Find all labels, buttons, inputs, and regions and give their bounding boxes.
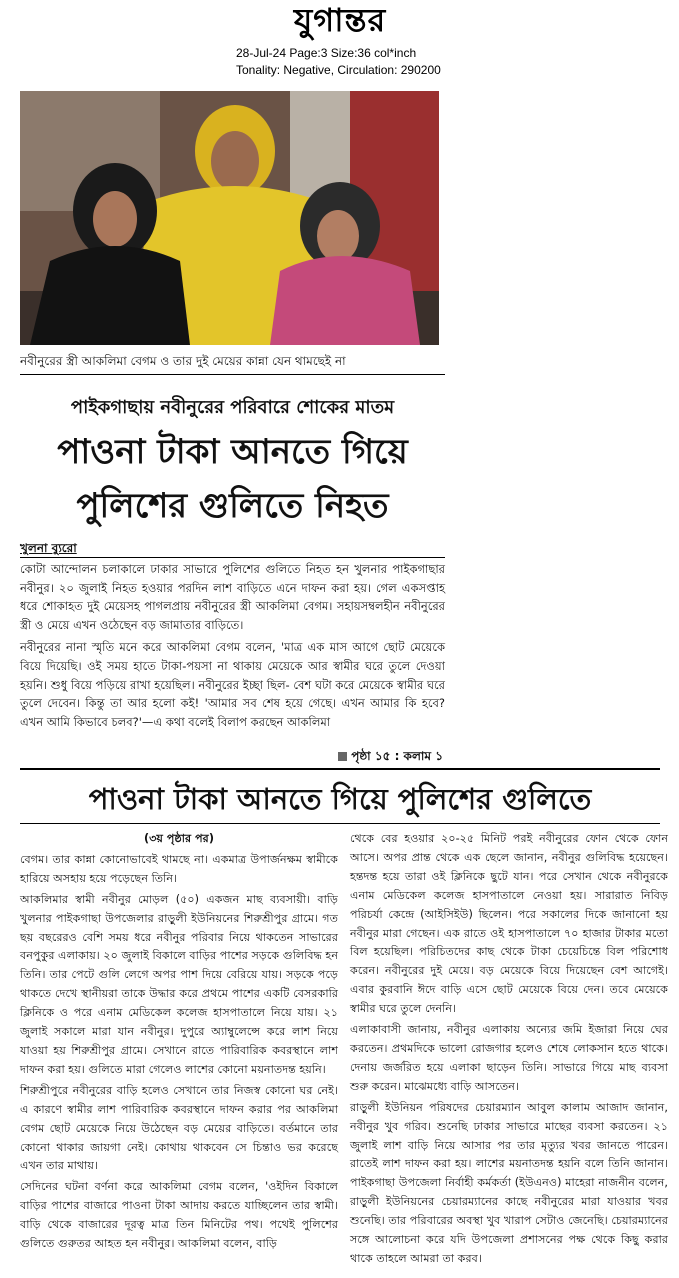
body-paragraph: শিরুশ্রীপুরে নবীনুরের বাড়ি হলেও সেখানে তার নিজস্ব কোনো ঘর নেই। এ কারণে স্বামীর লাশ পারিবারিক কবরস্থানে দাফন করার পর আকলিমা বেগম ছোট মেয়েকে নিয়ে উঠেছেন বড় মেয়ের বাড়িতে। বর্তমানে তার কোনো থাকার জায়গা নেই। কোথায় থাকবেন সে চিন্তাও ভর করেছে এখন তার মাথায়। bbox=[20, 1083, 338, 1173]
intro-paragraph: কোটা আন্দোলন চলাকালে ঢাকার সাভারে পুলিশের গুলিতে নিহত হন খুলনার পাইকগাছার নবীনুর। ২০ জুলাই নিহত হওয়ার পরদিন লাশ বাড়িতে এনে দাফন করা হয়। গেল একসপ্তাহ ধরে শোকাহত দুই মেয়েসহ পাগলপ্রায় নবীনুরের স্ত্রী আকলিমা বেগম। সহায়সম্বলহীন নবীনুরের স্ত্রী ও মেয়ে এখন ওঠেছেন বড় জামাতার বাড়িতে। bbox=[20, 562, 445, 632]
article-byline: খুলনা ব্যুরো bbox=[20, 541, 77, 555]
newspaper-logo: যুগান্তর bbox=[293, 1, 387, 39]
continued-from-label: (৩য় পৃষ্ঠার পর) bbox=[144, 832, 214, 845]
article-headline-line2: পুলিশের গুলিতে নিহত bbox=[76, 486, 389, 526]
body-paragraph: বেগম। তার কান্না কোনোভাবেই থামছে না। একমাত্র উপার্জনক্ষম স্বামীকে হারিয়ে অসহায় হয়ে পড়েছেন তিনি। bbox=[20, 852, 338, 885]
continuation-column-1 bbox=[20, 830, 338, 1256]
clipping-meta-tonality: Tonality: Negative, Circulation: 290200 bbox=[236, 63, 441, 77]
body-paragraph: থেকে বের হওয়ার ২০-২৫ মিনিট পরই নবীনুরের ফোন থেকে ফোন আসে। অপর প্রান্ত থেকে এক ছেলে জানান, নবীনুর গুলিবিদ্ধ হয়েছেন। হন্তদন্ত হয়ে তারা ওই ক্লিনিকে ছুটে যান। পরে সেখান থেকে নবীনুরকে এনাম মেডিকেল কলেজ হাসপাতালে নেওয়া হয়। সারারাত নিবিড় পরিচর্যা কেন্দ্রে (আইসিইউ) ছিলেন। পরে সকালের দিকে জানানো হয় নবীনুর মারা গেছেন। এক রাতে ওই হাসপাতালে ৭০ হাজার টাকার মতো বিল হয়েছিল। পরিচিতদের কাছ থেকে টাকা চেয়েচিন্তে বিল পরিশোধ করেন। নবীনুরের দুই মেয়ে। বড় মেয়েকে বিয়ে দিয়েছেন বেশ আগেই। এবার কুরবানি ঈদে বাড়ি এসে ছোট মেয়েকে বিয়ে দেন। তবে মেয়েকে স্বামীর ঘরে তুলে দেননি। bbox=[350, 832, 668, 1016]
jump-reference bbox=[338, 748, 443, 768]
masthead bbox=[0, 0, 679, 88]
caption-divider bbox=[20, 374, 445, 375]
news-photo bbox=[20, 91, 439, 345]
article-intro bbox=[20, 560, 445, 735]
continuation-headline-underline bbox=[20, 823, 660, 824]
byline-divider bbox=[20, 557, 445, 558]
article-kicker: পাইকগাছায় নবীনুরের পরিবারে শোকের মাতম bbox=[70, 397, 395, 418]
body-paragraph: সেদিনের ঘটনা বর্ণনা করে আকলিমা বেগম বলেন, 'ওইদিন বিকালে বাড়ির পাশের বাজারে পাওনা টাকা আদায় করতে যাচ্ছিলেন তার স্বামী। বাড়ি থেকে বাজারের দূরত্ব মাত্র তিন মিনিটের পথ। পথেই পুলিশের গুলিতে গুরুতর আহত হন নবীনুর। আকলিমা বলেন, বাড়ি bbox=[20, 1180, 338, 1251]
intro-paragraph: নবীনুরের নানা স্মৃতি মনে করে আকলিমা বেগম বলেন, 'মাত্র এক মাস আগে ছোট মেয়েকে বিয়ে দিয়েছি। ওই সময় হাতে টাকা-পয়সা না থাকায় মেয়েকে আর স্বামীর ঘরে তুলে দেওয়া হয়নি। শুধু বিয়ে পড়িয়ে রাখা হয়েছিল। নবীনুরের ইচ্ছা ছিল- বেশ ঘটা করে মেয়েকে স্বামীর ঘরে তুলে দেবেন। কিন্তু তা আর হলো কই! 'আমার সব শেষ হয়ে গেছে। এখন আমার কি হবে? এখন আমি কিভাবে চলব?'—এ কথা বলেই বিলাপ করছেন আকলিমা bbox=[20, 640, 445, 729]
photo-caption: নবীনুরের স্ত্রী আকলিমা বেগম ও তার দুই মেয়ের কান্না যেন থামছেই না bbox=[20, 354, 346, 368]
continuation-headline: পাওনা টাকা আনতে গিয়ে পুলিশের গুলিতে bbox=[88, 782, 592, 816]
continuation-column-2 bbox=[350, 830, 668, 1271]
square-bullet-icon bbox=[338, 752, 347, 761]
photo-illustration bbox=[20, 91, 439, 345]
body-paragraph: আকলিমার স্বামী নবীনুর মোড়ল (৫০) একজন মাছ ব্যবসায়ী। বাড়ি খুলনার পাইকগাছা উপজেলার রাড়ুলী ইউনিয়নের শিরুশ্রীপুর গ্রামে। গত ছয় বছরেরও বেশি সময় ধরে নবীনুর পরিবার নিয়ে থাকতেন সাভারের বনপুকুর এলাকায়। ২০ জুলাই বিকালে বাড়ির পাশের সড়কে গুলিবিদ্ধ হন তিনি। তার পেটে গুলি লেগে অপর পাশ দিয়ে বেরিয়ে যায়। সড়কে পড়ে থাকতে দেখে স্থানীয়রা তাকে উদ্ধার করে প্রথমে পাশের একটি বেসরকারি ক্লিনিকে ও পরে এনাম মেডিকেল কলেজ হাসপাতালে নিয়ে যায়। ২১ জুলাই সকালে মারা যান নবীনুর। দুপুরে অ্যাম্বুলেন্সে করে লাশ নিয়ে যাওয়া হয় শিরুশ্রীপুর গ্রামে। সেখানে রাতে পারিবারিক কবরস্থানে লাশ দাফন করা হয়। গুলিতে মারা গেলেও লাশের কোনো ময়নাতদন্ত হয়নি। bbox=[20, 892, 338, 1076]
body-paragraph: রাড়ুলী ইউনিয়ন পরিষদের চেয়ারম্যান আবুল কালাম আজাদ জানান, নবীনুর খুব গরিব। শুনেছি ঢাকার সাভারে মাছের ব্যবসা করতেন। ২১ জুলাই লাশ বাড়ি নিয়ে আসার পর তার মৃত্যুর খবর জানতে পারেন। রাতেই লাশ দাফন করা হয়। লাশের ময়নাতদন্ত হয়নি বলে তিনি জানান। পাইকগাছা উপজেলা নির্বাহী কর্মকর্তা (ইউএনও) মাহেরা নাজনীন বলেন, রাড়ুলী ইউনিয়নের চেয়ারম্যানের কাছে নবীনুরের মারা যাওয়ার খবর শুনেছি। তার পরিবারের অবস্থা খুব খারাপ সেটাও জেনেছি। চেয়ারম্যানের সঙ্গে আলোচনা করে যদি উপজেলা প্রশাসনের পক্ষ থেকে কিছু করার থাকে তাহলে আমরা তা করব। bbox=[350, 1100, 668, 1265]
article-headline-line1: পাওনা টাকা আনতে গিয়ে bbox=[57, 432, 408, 472]
continuation-divider bbox=[20, 768, 660, 770]
body-paragraph: এলাকাবাসী জানায়, নবীনুর এলাকায় অন্যের জমি ইজারা নিয়ে ঘের করতেন। প্রথমদিকে ভালো রোজগার হলেও শেষে লোকসান হতে থাকে। দেনায় জর্জরিত হয়ে এলাকা ছাড়েন তিনি। সাভারে গিয়ে মাছ ব্যবসা শুরু করেন। মাঝেমধ্যে বাড়ি আসতেন। bbox=[350, 1023, 668, 1093]
clipping-meta-date-page: 28-Jul-24 Page:3 Size:36 col*inch bbox=[236, 46, 417, 60]
jump-text: পৃষ্ঠা ১৫ : কলাম ১ bbox=[351, 749, 443, 763]
